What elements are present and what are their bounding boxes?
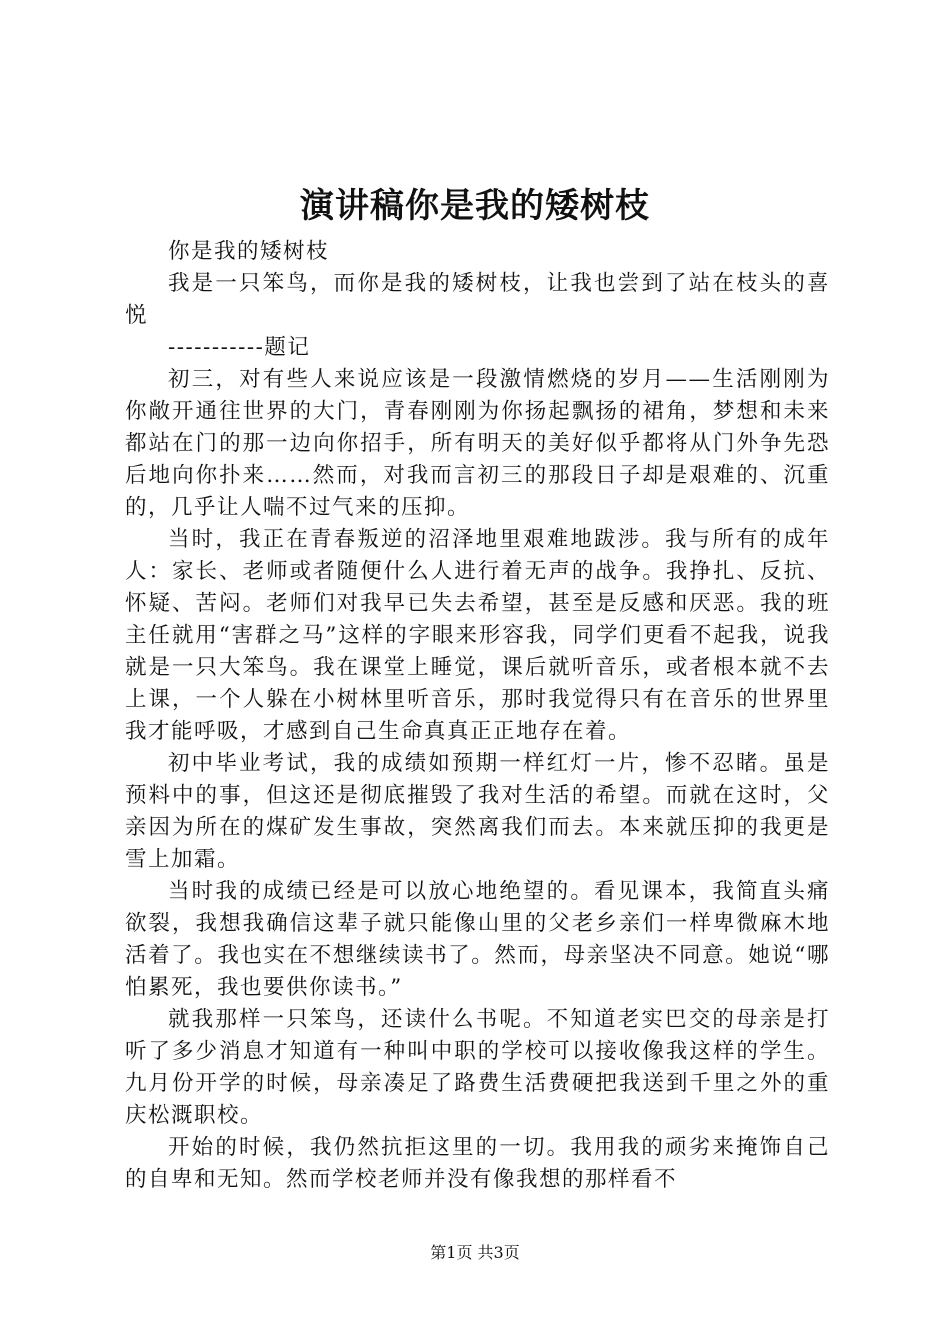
- document-body: [125, 236, 830, 1196]
- paragraph: 当时，我正在青春叛逆的沼泽地里艰难地跋涉。我与所有的成年人：家长、老师或者随便什么人进行着无声的战争。我挣扎、反抗、怀疑、苦闷。老师们对我早已失去希望，甚至是反感和厌恶。我的班主任就用“害群之马”这样的字眼来形容我，同学们更看不起我，说我就是一只大笨鸟。我在课堂上睡觉，课后就听音乐，或者根本就不去上课，一个人躲在小树林里听音乐，那时我觉得只有在音乐的世界里我才能呼吸，才感到自己生命真真正正地存在着。: [125, 527, 830, 744]
- paragraph-epigraph: 我是一只笨鸟，而你是我的矮树枝，让我也尝到了站在枝头的喜悦: [125, 271, 830, 328]
- paragraph: 当时我的成绩已经是可以放心地绝望的。看见课本，我简直头痛欲裂，我想我确信这辈子就只能像山里的父老乡亲们一样卑微麻木地活着了。我也实在不想继续读书了。然而，母亲坚决不同意。她说“哪怕累死，我也要供你读书。”: [125, 879, 830, 1000]
- paragraph-subtitle: 你是我的矮树枝: [168, 239, 330, 264]
- paragraph-epigraph-attribution: -----------题记: [168, 335, 311, 360]
- paragraph: 初三，对有些人来说应该是一段激情燃烧的岁月——生活刚刚为你敞开通往世界的大门，青春刚刚为你扬起飘扬的裙角，梦想和未来都站在门的那一边向你招手，所有明天的美好似乎都将从门外争先恐后地向你扑来……然而，对我而言初三的那段日子却是艰难的、沉重的，几乎让人喘不过气来的压抑。: [125, 367, 830, 520]
- paragraph: 就我那样一只笨鸟，还读什么书呢。不知道老实巴交的母亲是打听了多少消息才知道有一种叫中职的学校可以接收像我这样的学生。九月份开学的时候，母亲凑足了路费生活费硬把我送到千里之外的重庆松溉职校。: [125, 1007, 830, 1128]
- document-title: 演讲稿你是我的矮树枝: [300, 186, 650, 226]
- page-number-footer: 第1页 共3页: [430, 1243, 520, 1262]
- paragraph: 初中毕业考试，我的成绩如预期一样红灯一片，惨不忍睹。虽是预料中的事，但这还是彻底摧毁了我对生活的希望。而就在这时，父亲因为所在的煤矿发生事故，突然离我们而去。本来就压抑的我更是雪上加霜。: [125, 751, 830, 872]
- paragraph: 开始的时候，我仍然抗拒这里的一切。我用我的顽劣来掩饰自己的自卑和无知。然而学校老师并没有像我想的那样看不: [125, 1135, 830, 1192]
